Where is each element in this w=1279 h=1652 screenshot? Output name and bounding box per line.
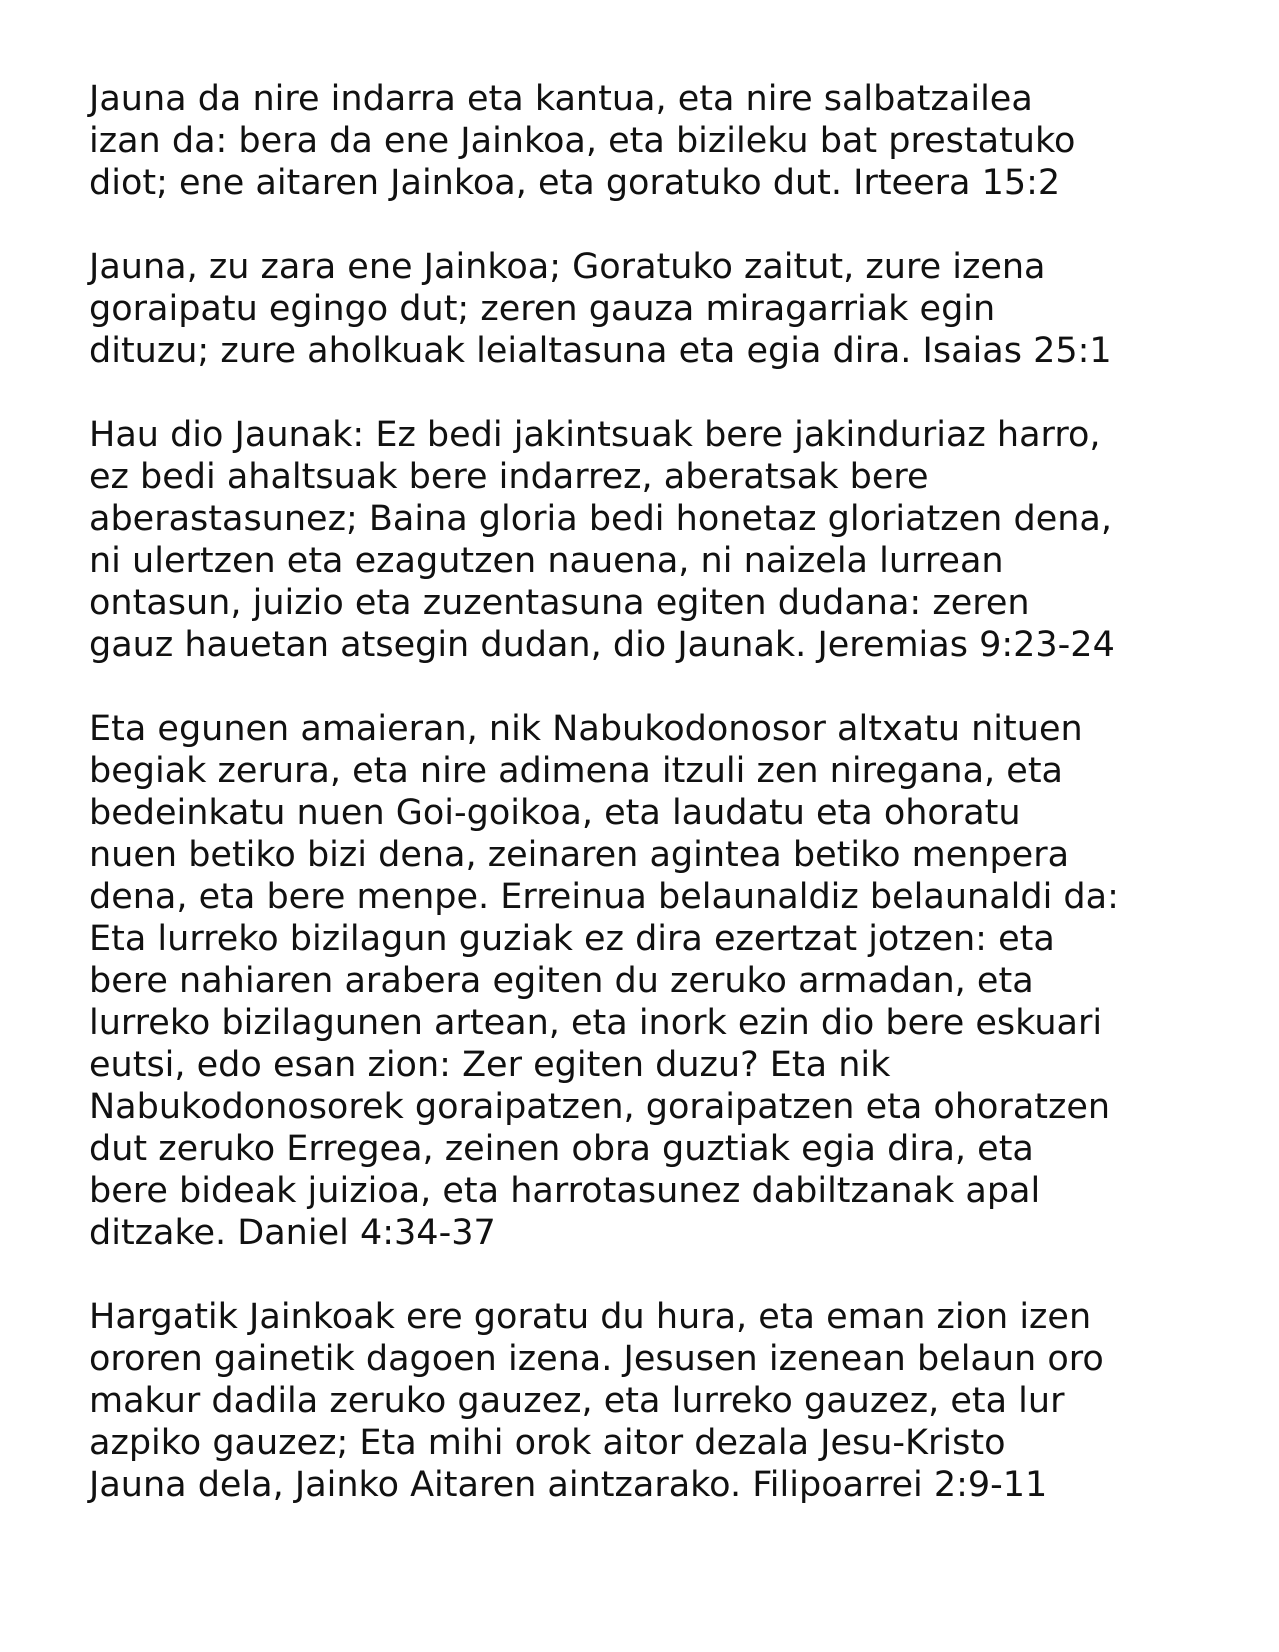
verse-line: Eta lurreko bizilagun guziak ez dira ezertzat jotzen: eta xyxy=(89,919,1055,959)
verse-line: dituzu; zure aholkuak leialtasuna eta egia dira. Isaias 25:1 xyxy=(89,331,1112,371)
verse-line: eutsi, edo esan zion: Zer egiten duzu? Eta nik xyxy=(89,1045,891,1085)
verse-line: goraipatu egingo dut; zeren gauza miragarriak egin xyxy=(89,289,996,329)
verse-philippians xyxy=(89,1296,1209,1506)
verse-line: ni ulertzen eta ezagutzen nauena, ni naizela lurrean xyxy=(89,541,1004,581)
verse-line: Hau dio Jaunak: Ez bedi jakintsuak bere jakinduriaz harro, xyxy=(89,415,1101,455)
verse-line: gauz hauetan atsegin dudan, dio Jaunak. Jeremias 9:23-24 xyxy=(89,625,1115,665)
verse-line: izan da: bera da ene Jainkoa, eta bizileku bat prestatuko xyxy=(89,121,1076,161)
verse-line: diot; ene aitaren Jainkoa, eta goratuko dut. Irteera 15:2 xyxy=(89,163,1061,203)
verse-daniel xyxy=(89,708,1209,1254)
verse-line: bedeinkatu nuen Goi-goikoa, eta laudatu eta ohoratu xyxy=(89,793,1021,833)
verse-line: ontasun, juizio eta zuzentasuna egiten dudana: zeren xyxy=(89,583,1030,623)
verse-line: bere bideak juizioa, eta harrotasunez dabiltzanak apal xyxy=(89,1171,1041,1211)
verse-line: Eta egunen amaieran, nik Nabukodonosor altxatu nituen xyxy=(89,709,1083,749)
verse-line: begiak zerura, eta nire adimena itzuli zen niregana, eta xyxy=(89,751,1063,791)
verse-line: makur dadila zeruko gauzez, eta lurreko gauzez, eta lur xyxy=(89,1381,1065,1421)
verse-line: Jauna dela, Jainko Aitaren aintzarako. Filipoarrei 2:9-11 xyxy=(89,1465,1048,1505)
verse-line: bere nahiaren arabera egiten du zeruko armadan, eta xyxy=(89,961,1034,1001)
verse-line: aberastasunez; Baina gloria bedi honetaz gloriatzen dena, xyxy=(89,499,1112,539)
verse-line: azpiko gauzez; Eta mihi orok aitor dezala Jesu-Kristo xyxy=(89,1423,1006,1463)
verse-exodus xyxy=(89,78,1209,204)
verse-line: dut zeruko Erregea, zeinen obra guztiak egia dira, eta xyxy=(89,1129,1034,1169)
verse-line: Hargatik Jainkoak ere goratu du hura, eta eman zion izen xyxy=(89,1297,1092,1337)
verse-line: Nabukodonosorek goraipatzen, goraipatzen eta ohoratzen xyxy=(89,1087,1111,1127)
verse-jeremiah xyxy=(89,414,1209,666)
verse-line: ditzake. Daniel 4:34-37 xyxy=(89,1213,496,1253)
verse-line: Jauna da nire indarra eta kantua, eta nire salbatzailea xyxy=(89,79,1033,119)
document-page xyxy=(89,78,1209,1548)
verse-isaiah xyxy=(89,246,1209,372)
verse-line: ez bedi ahaltsuak bere indarrez, aberatsak bere xyxy=(89,457,929,497)
verse-line: Jauna, zu zara ene Jainkoa; Goratuko zaitut, zure izena xyxy=(89,247,1046,287)
verse-line: ororen gainetik dagoen izena. Jesusen izenean belaun oro xyxy=(89,1339,1104,1379)
verse-line: nuen betiko bizi dena, zeinaren agintea betiko menpera xyxy=(89,835,1070,875)
verse-line: dena, eta bere menpe. Erreinua belaunaldiz belaunaldi da: xyxy=(89,877,1119,917)
verse-line: lurreko bizilagunen artean, eta inork ezin dio bere eskuari xyxy=(89,1003,1103,1043)
